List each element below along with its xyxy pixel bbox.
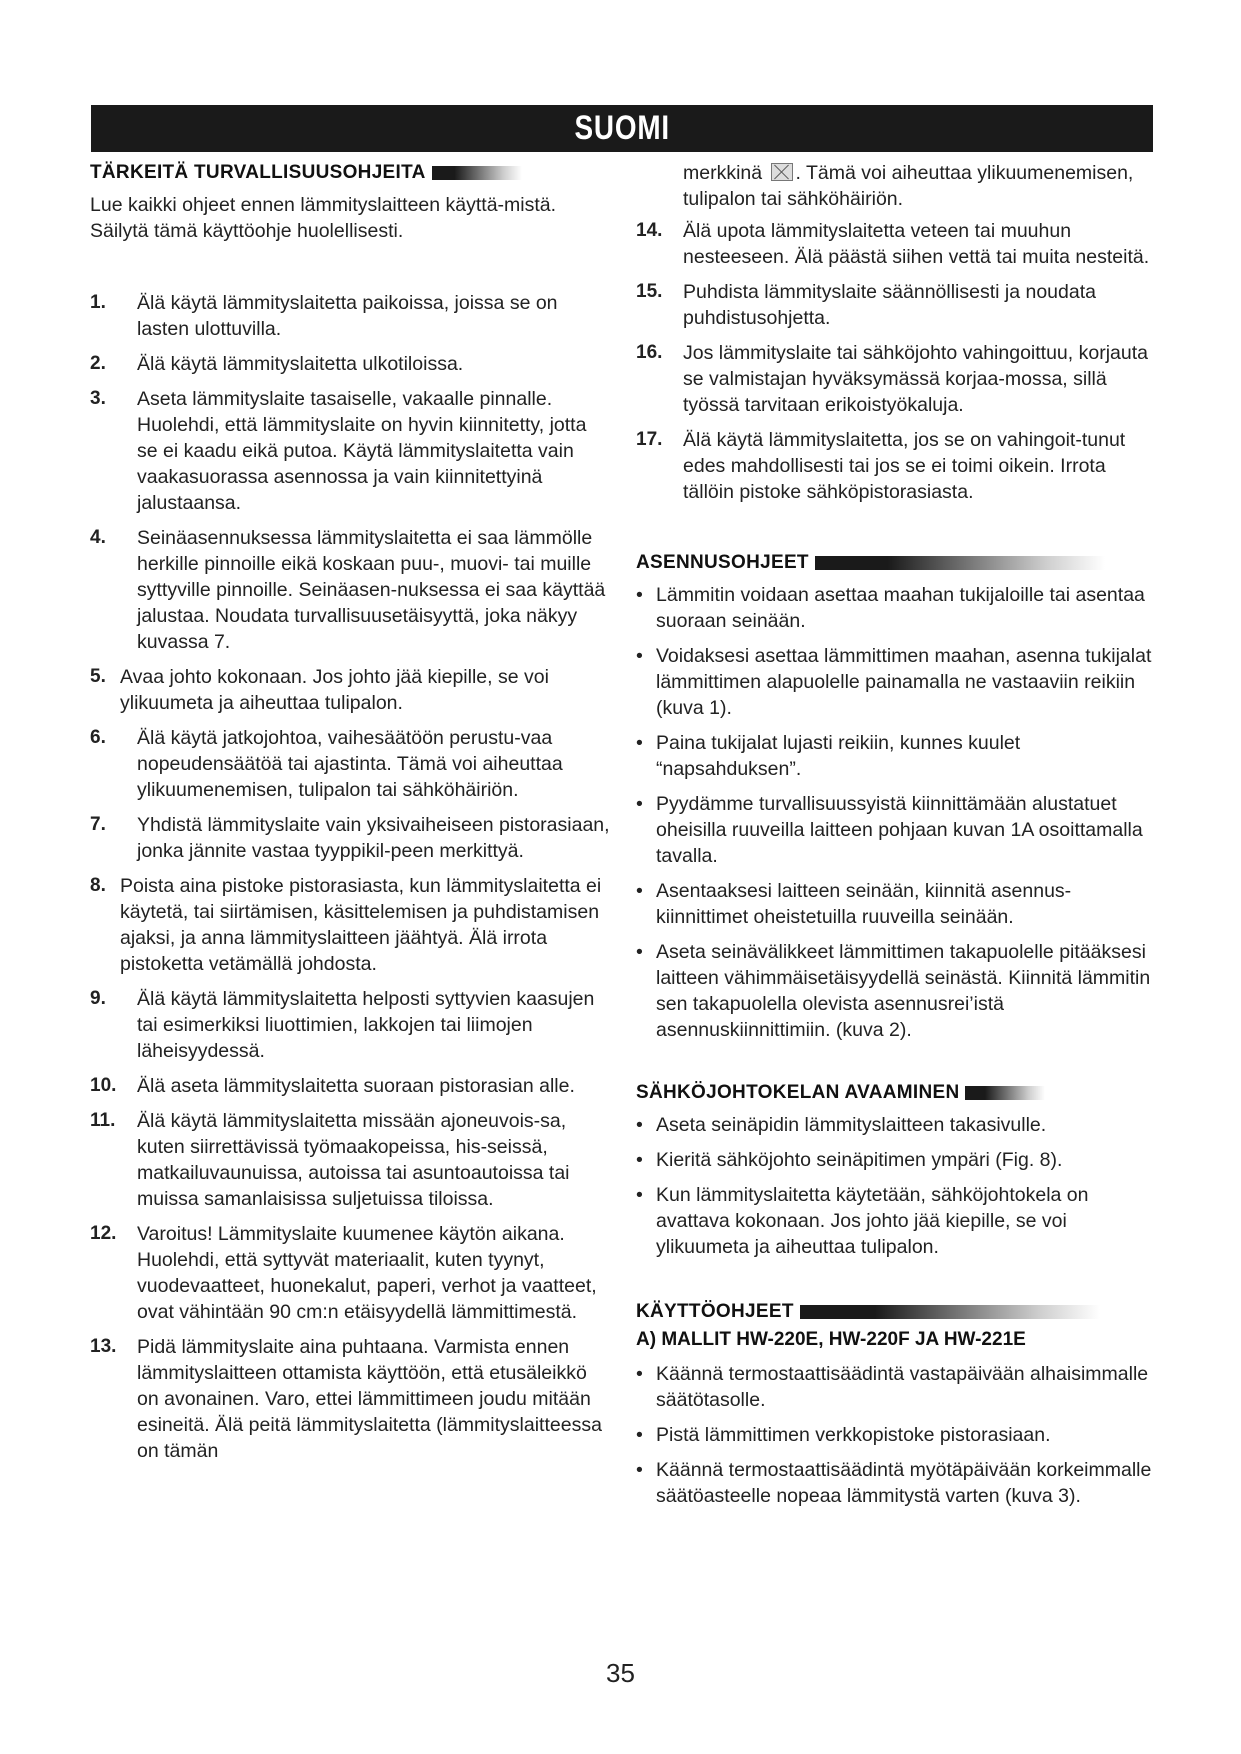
list-item: 14. Älä upota lämmityslaitetta veteen tai muuhun nesteeseen. Älä päästä siihen vettä tai muita nesteitä. xyxy=(636,220,1150,268)
list-item: 1. Älä käytä lämmityslaitetta paikoissa, joissa se on lasten ulottuvilla. xyxy=(90,292,558,340)
usage-list xyxy=(636,1361,1156,1509)
safety-list-right xyxy=(636,218,1156,505)
list-item: 5. Avaa johto kokonaan. Jos johto jää kiepille, se voi ylikuumeta ja aiheuttaa tulipalon. xyxy=(90,666,549,714)
list-item: 10. Älä aseta lämmityslaitetta suoraan pistorasian alle. xyxy=(90,1075,575,1097)
page-number: 35 xyxy=(606,1658,635,1688)
list-item: • Lämmitin voidaan asettaa maahan tukijaloille tai asentaa suoraan seinään. xyxy=(636,582,1156,634)
safety-title-text: TÄRKEITÄ TURVALLISUUSOHJEITA xyxy=(90,162,426,183)
title-bar-decoration xyxy=(432,166,522,180)
cord-list xyxy=(636,1112,1156,1260)
list-item: 8. Poista aina pistoke pistorasiasta, kun lämmityslaitetta ei käytetä, tai siirtämisen, käsittelemisen ja puhdistamisen ajaksi, ja anna lämmityslaitteen jäähtyä. Älä irrota pistoketta vetämällä johdosta. xyxy=(90,875,602,975)
list-item: • Käännä termostaattisäädintä myötäpäivään korkeimmalle säätöasteelle nopeaa lämmitystä varten (kuva 3). xyxy=(636,1457,1156,1509)
list-item: 3. Aseta lämmityslaite tasaiselle, vakaalle pinnalle. Huolehdi, että lämmityslaite on hyvin kiinnitetty, jotta se ei kaadu eikä putoa. Käytä lämmityslaitetta vain vaakasuorassa asennossa ja vain kiinnitettyinä jalustaansa. xyxy=(90,388,587,514)
language-title: SUOMI xyxy=(574,109,670,147)
list-item: • Paina tukijalat lujasti reikiin, kunnes kuulet “napsahduksen”. xyxy=(636,730,1156,782)
list-item: • Pyydämme turvallisuussyistä kiinnittämään alustatuet oheisilla ruuveilla laitteen pohjaan kuvan 1A osoittamalla tavalla. xyxy=(636,791,1156,869)
list-item: 4. Seinäasennuksessa lämmityslaitetta ei saa lämmölle herkille pinnoille eikä koskaan puu-, muovi- tai muille syttyville pinnoille. Seinäasen-nuksessa ei saa käyttää jalustaa. Noudata turvallisuusetäisyyttä, joka näkyy kuvassa 7. xyxy=(90,527,606,653)
title-bar-decoration xyxy=(965,1086,1045,1100)
usage-section-title xyxy=(636,1299,1156,1325)
list-item: 13. Pidä lämmityslaite aina puhtaana. Varmista ennen lämmityslaitteen ottamista käyttöön, että etusäleikkö on avonainen. Varo, ettei lämmittimeen joudu mitään esineitä. Älä peitä lämmityslaitetta (lämmityslaitteessa on tämän xyxy=(90,1336,602,1462)
language-header xyxy=(91,105,1153,152)
list-item: • Aseta seinävälikkeet lämmittimen takapuolelle pitääksesi laitteen vähimmäisetäisyydellä seinästä. Kiinnitä lämmitin sen takapuolella olevista asennusrei’istä asennuskiinnittimiin. (kuva 2). xyxy=(636,939,1156,1043)
installation-section-title xyxy=(636,550,1156,576)
safety-intro: Lue kaikki ohjeet ennen lämmityslaitteen käyttä-mistä. Säilytä tämä käyttöohje huolellisesti. xyxy=(90,194,557,242)
item-13-continuation: merkkinä . Tämä voi aiheuttaa ylikuumenemisen, tulipalon tai sähköhäiriön. xyxy=(683,162,1134,210)
installation-title-text: ASENNUSOHJEET xyxy=(636,552,809,573)
safety-list-left xyxy=(90,290,610,1464)
list-item: 16. Jos lämmityslaite tai sähköjohto vahingoittuu, korjauta se valmistajan hyväksymässä korjaa-mossa, sillä työssä tarvitaan erikoistyökaluja. xyxy=(636,342,1148,416)
usage-title-text: KÄYTTÖOHJEET xyxy=(636,1301,794,1322)
list-item: • Käännä termostaattisäädintä vastapäivään alhaisimmalle säätötasolle. xyxy=(636,1361,1156,1413)
list-item: 9. Älä käytä lämmityslaitetta helposti syttyvien kaasujen tai esimerkiksi liuottimien, lakkojen tai liimojen läheisyydessä. xyxy=(90,988,595,1062)
left-column xyxy=(90,160,610,1473)
title-bar-decoration xyxy=(800,1305,1100,1319)
list-item: 12. Varoitus! Lämmityslaite kuumenee käytön aikana. Huolehdi, että syttyvät materiaalit, kuten tyynyt, vuodevaatteet, huonekalut, paperi, verhot ja vaatteet, ovat vähintään 90 cm:n etäisyydellä lämmittimestä. xyxy=(90,1223,597,1323)
list-item: 6. Älä käytä jatkojohtoa, vaihesäätöön perustu-vaa nopeudensäätöä tai ajastinta. Tämä voi aiheuttaa ylikuumenemisen, tulipalon tai sähköhäiriön. xyxy=(90,727,563,801)
list-item: 17. Älä käytä lämmityslaitetta, jos se on vahingoit-tunut edes mahdollisesti tai jos se ei toimi oikein. Irrota tällöin pistoke sähköpistorasiasta. xyxy=(636,429,1126,503)
list-item: 2. Älä käytä lämmityslaitetta ulkotiloissa. xyxy=(90,353,464,375)
list-item: • Voidaksesi asettaa lämmittimen maahan, asenna tukijalat lämmittimen alapuolelle painamalla ne vastaaviin reikiin (kuva 1). xyxy=(636,643,1156,721)
list-item: • Aseta seinäpidin lämmityslaitteen takasivulle. xyxy=(636,1112,1156,1138)
cord-title-text: SÄHKÖJOHTOKELAN AVAAMINEN xyxy=(636,1082,960,1103)
list-item: 7. Yhdistä lämmityslaite vain yksivaiheiseen pistorasiaan, jonka jännite vastaa tyyppikil-peen merkittyä. xyxy=(90,814,610,862)
title-bar-decoration xyxy=(815,556,1105,570)
list-item: • Asentaaksesi laitteen seinään, kiinnitä asennus-kiinnittimet oheistetuilla ruuveilla seinään. xyxy=(636,878,1156,930)
list-item: • Kun lämmityslaitetta käytetään, sähköjohtokela on avattava kokonaan. Jos johto jää kiepille, se voi ylikuumeta ja aiheuttaa tulipalon. xyxy=(636,1182,1156,1260)
do-not-cover-icon xyxy=(771,163,793,181)
cord-section-title xyxy=(636,1080,1156,1106)
list-item: • Pistä lämmittimen verkkopistoke pistorasiaan. xyxy=(636,1422,1156,1448)
installation-list xyxy=(636,582,1156,1043)
safety-section-title xyxy=(90,160,610,186)
right-column xyxy=(636,160,1156,1518)
list-item: 11. Älä käytä lämmityslaitetta missään ajoneuvois-sa, kuten siirrettävissä työmaakopeissa, his-seissä, matkailuvaunuissa, autoissa tai asuntoautoissa tai muissa samanlaisissa suljetuissa tiloissa. xyxy=(90,1110,570,1210)
list-item: • Kieritä sähköjohto seinäpitimen ympäri (Fig. 8). xyxy=(636,1147,1156,1173)
usage-subtitle: A) MALLIT HW-220E, HW-220F JA HW-221E xyxy=(636,1329,1026,1350)
list-item: 15. Puhdista lämmityslaite säännöllisesti ja noudata puhdistusohjetta. xyxy=(636,281,1096,329)
